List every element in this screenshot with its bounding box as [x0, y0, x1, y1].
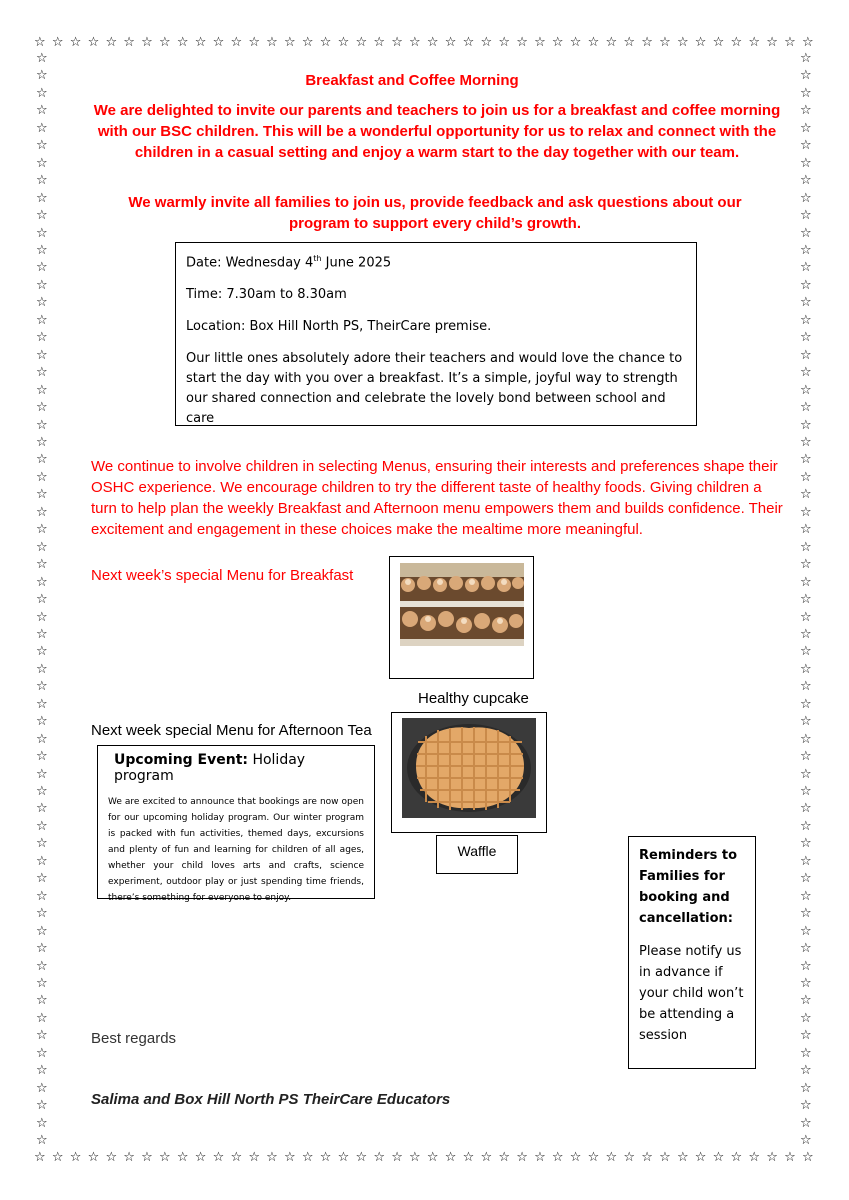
star-icon: ☆ — [800, 347, 812, 363]
star-icon: ☆ — [800, 469, 812, 485]
star-icon: ☆ — [748, 1150, 761, 1165]
invite-paragraph: We warmly invite all families to join us, provide feedback and ask questions about our program to support every child’s growth. — [128, 194, 742, 232]
star-icon: ☆ — [212, 1150, 225, 1165]
afternoon-menu-label: Next week special Menu for Afternoon Tea — [91, 722, 372, 739]
star-icon: ☆ — [800, 295, 812, 311]
star-icon: ☆ — [409, 35, 421, 50]
star-icon: ☆ — [800, 801, 812, 817]
star-icon: ☆ — [51, 35, 64, 50]
star-icon: ☆ — [800, 539, 812, 555]
star-icon: ☆ — [498, 35, 510, 50]
star-icon: ☆ — [800, 400, 812, 416]
upcoming-event-title: Upcoming Event: Holiday program — [114, 752, 306, 784]
page-title: Breakfast and Coffee Morning — [305, 72, 519, 89]
star-icon: ☆ — [36, 173, 48, 189]
star-icon: ☆ — [36, 766, 48, 782]
star-icon: ☆ — [36, 295, 48, 311]
star-icon: ☆ — [800, 103, 812, 119]
star-icon: ☆ — [605, 1150, 618, 1165]
star-icon: ☆ — [784, 35, 796, 50]
star-icon: ☆ — [800, 818, 812, 834]
star-icon: ☆ — [36, 714, 48, 730]
star-icon: ☆ — [800, 208, 812, 224]
star-icon: ☆ — [36, 661, 48, 677]
star-icon: ☆ — [800, 522, 812, 538]
star-icon: ☆ — [800, 993, 812, 1009]
star-icon: ☆ — [36, 993, 48, 1009]
star-icon: ☆ — [800, 1115, 812, 1131]
star-icon: ☆ — [800, 592, 812, 608]
star-icon: ☆ — [36, 574, 48, 590]
star-icon: ☆ — [391, 35, 403, 50]
star-icon: ☆ — [800, 434, 812, 450]
star-border-top — [34, 36, 814, 49]
star-icon: ☆ — [800, 941, 812, 957]
star-icon: ☆ — [800, 976, 812, 992]
star-icon: ☆ — [800, 644, 812, 660]
star-icon: ☆ — [36, 836, 48, 852]
star-icon: ☆ — [800, 382, 812, 398]
star-icon: ☆ — [587, 1150, 600, 1165]
star-icon: ☆ — [409, 1150, 421, 1165]
star-icon: ☆ — [36, 522, 48, 538]
star-icon: ☆ — [36, 208, 48, 224]
star-icon: ☆ — [176, 1150, 189, 1165]
star-icon: ☆ — [284, 35, 296, 50]
star-icon: ☆ — [800, 173, 812, 189]
breakfast-menu-label: Next week’s special Menu for Breakfast — [91, 567, 354, 584]
star-icon: ☆ — [36, 976, 48, 992]
star-icon: ☆ — [659, 1150, 671, 1165]
star-icon: ☆ — [319, 35, 332, 50]
star-icon: ☆ — [801, 35, 814, 50]
star-icon: ☆ — [34, 1150, 46, 1165]
star-icon: ☆ — [36, 888, 48, 904]
star-icon: ☆ — [587, 35, 600, 50]
star-icon: ☆ — [36, 365, 48, 381]
star-icon: ☆ — [36, 679, 48, 695]
star-icon: ☆ — [659, 35, 671, 50]
star-icon: ☆ — [800, 784, 812, 800]
star-icon: ☆ — [800, 557, 812, 573]
star-icon: ☆ — [87, 35, 100, 50]
star-icon: ☆ — [551, 1150, 564, 1165]
star-icon: ☆ — [36, 487, 48, 503]
star-icon: ☆ — [480, 1150, 493, 1165]
star-icon: ☆ — [36, 1010, 48, 1026]
star-icon: ☆ — [551, 35, 564, 50]
star-icon: ☆ — [462, 1150, 475, 1165]
star-icon: ☆ — [800, 766, 812, 782]
star-border-left — [36, 52, 48, 1148]
star-icon: ☆ — [641, 1150, 653, 1165]
star-icon: ☆ — [800, 749, 812, 765]
star-icon: ☆ — [800, 1133, 812, 1149]
star-icon: ☆ — [623, 35, 636, 50]
star-icon: ☆ — [800, 871, 812, 887]
star-icon: ☆ — [800, 714, 812, 730]
star-icon: ☆ — [800, 1045, 812, 1061]
waffle-caption: Waffle — [436, 835, 518, 874]
star-icon: ☆ — [105, 35, 118, 50]
star-icon: ☆ — [105, 1150, 118, 1165]
star-icon: ☆ — [36, 958, 48, 974]
star-icon: ☆ — [800, 138, 812, 154]
cupcake-image-frame — [389, 556, 534, 679]
star-icon: ☆ — [800, 417, 812, 433]
star-icon: ☆ — [534, 1150, 546, 1165]
star-icon: ☆ — [694, 1150, 707, 1165]
star-icon: ☆ — [391, 1150, 403, 1165]
star-icon: ☆ — [800, 1063, 812, 1079]
star-icon: ☆ — [36, 784, 48, 800]
star-icon: ☆ — [800, 661, 812, 677]
event-location: Location: Box Hill North PS, TheirCare premise. — [186, 319, 492, 335]
star-icon: ☆ — [159, 35, 171, 50]
star-icon: ☆ — [766, 1150, 778, 1165]
cupcake-caption: Healthy cupcake — [418, 690, 529, 707]
star-icon: ☆ — [36, 155, 48, 171]
star-icon: ☆ — [36, 347, 48, 363]
star-icon: ☆ — [230, 35, 243, 50]
star-icon: ☆ — [248, 1150, 260, 1165]
star-icon: ☆ — [800, 731, 812, 747]
star-icon: ☆ — [36, 644, 48, 660]
star-icon: ☆ — [141, 35, 153, 50]
star-icon: ☆ — [319, 1150, 332, 1165]
star-icon: ☆ — [36, 51, 48, 66]
star-icon: ☆ — [36, 539, 48, 555]
star-icon: ☆ — [36, 469, 48, 485]
star-icon: ☆ — [36, 1063, 48, 1079]
star-icon: ☆ — [800, 312, 812, 328]
star-icon: ☆ — [36, 557, 48, 573]
star-icon: ☆ — [337, 35, 350, 50]
star-icon: ☆ — [462, 35, 475, 50]
star-icon: ☆ — [748, 35, 761, 50]
star-icon: ☆ — [36, 504, 48, 520]
star-icon: ☆ — [355, 35, 368, 50]
star-icon: ☆ — [800, 609, 812, 625]
star-icon: ☆ — [694, 35, 707, 50]
star-icon: ☆ — [569, 35, 582, 50]
star-icon: ☆ — [266, 1150, 278, 1165]
star-icon: ☆ — [444, 35, 457, 50]
star-icon: ☆ — [36, 696, 48, 712]
star-icon: ☆ — [36, 1080, 48, 1096]
event-date: Date: Wednesday 4th June 2025 — [186, 254, 392, 271]
star-icon: ☆ — [800, 906, 812, 922]
star-icon: ☆ — [426, 35, 439, 50]
intro-paragraph: We are delighted to invite our parents and teachers to join us for a breakfast and coffee morning with our BSC children. This will be a wonderful opportunity for us to relax and connect with the children in a casual setting and enjoy a warm start to the day together with our team. — [93, 102, 781, 161]
star-icon: ☆ — [36, 731, 48, 747]
star-icon: ☆ — [516, 35, 528, 50]
menus-paragraph: We continue to involve children in selecting Menus, ensuring their interests and preferences shape their OSHC experience. We encourage children to try the different taste of healthy foods. Giving children a turn to help plan the weekly Breakfast and Afternoon menu empowers them and builds confidence. Their excitement and engagement in these choices make the mealtime more meaningful. — [91, 458, 783, 538]
star-icon: ☆ — [36, 190, 48, 206]
star-icon: ☆ — [800, 888, 812, 904]
star-icon: ☆ — [800, 1098, 812, 1114]
star-icon: ☆ — [800, 330, 812, 346]
event-description: Our little ones absolutely adore their teachers and would love the chance to start the day with you over a breakfast. It’s a simple, joyful way to strength our shared connection and celebrate the lovely bond between school and care — [186, 351, 683, 427]
star-icon: ☆ — [800, 504, 812, 520]
star-icon: ☆ — [36, 609, 48, 625]
signoff: Salima and Box Hill North PS TheirCare Educators — [91, 1091, 451, 1108]
star-icon: ☆ — [301, 35, 314, 50]
star-icon: ☆ — [426, 1150, 439, 1165]
star-icon: ☆ — [800, 679, 812, 695]
star-icon: ☆ — [176, 35, 189, 50]
star-border-bottom — [34, 1151, 814, 1164]
star-icon: ☆ — [676, 1150, 689, 1165]
star-icon: ☆ — [194, 35, 207, 50]
star-icon: ☆ — [784, 1150, 796, 1165]
star-icon: ☆ — [801, 1150, 814, 1165]
star-icon: ☆ — [800, 958, 812, 974]
star-icon: ☆ — [730, 35, 743, 50]
star-icon: ☆ — [712, 1150, 725, 1165]
star-icon: ☆ — [36, 417, 48, 433]
star-icon: ☆ — [36, 330, 48, 346]
star-icon: ☆ — [87, 1150, 100, 1165]
star-icon: ☆ — [800, 452, 812, 468]
star-icon: ☆ — [36, 818, 48, 834]
star-icon: ☆ — [516, 1150, 528, 1165]
star-icon: ☆ — [623, 1150, 636, 1165]
star-icon: ☆ — [69, 1150, 82, 1165]
reminder-title: Reminders to Families for booking and cancellation: — [639, 848, 738, 926]
star-icon: ☆ — [800, 242, 812, 258]
star-icon: ☆ — [36, 906, 48, 922]
star-icon: ☆ — [159, 1150, 171, 1165]
star-icon: ☆ — [69, 35, 82, 50]
star-icon: ☆ — [730, 1150, 743, 1165]
star-icon: ☆ — [36, 592, 48, 608]
star-icon: ☆ — [51, 1150, 64, 1165]
reminder-box — [628, 836, 756, 1069]
star-icon: ☆ — [36, 382, 48, 398]
star-icon: ☆ — [800, 120, 812, 136]
star-icon: ☆ — [36, 138, 48, 154]
star-icon: ☆ — [123, 35, 135, 50]
star-icon: ☆ — [266, 35, 278, 50]
star-icon: ☆ — [36, 1133, 48, 1149]
star-icon: ☆ — [373, 35, 385, 50]
star-icon: ☆ — [36, 1098, 48, 1114]
star-icon: ☆ — [36, 68, 48, 84]
star-icon: ☆ — [800, 68, 812, 84]
star-icon: ☆ — [36, 452, 48, 468]
cupcake-image — [400, 563, 524, 646]
star-icon: ☆ — [36, 312, 48, 328]
star-icon: ☆ — [676, 35, 689, 50]
star-icon: ☆ — [800, 1080, 812, 1096]
waffle-image-frame — [391, 712, 547, 833]
star-icon: ☆ — [800, 626, 812, 642]
star-icon: ☆ — [800, 365, 812, 381]
star-icon: ☆ — [36, 1045, 48, 1061]
star-icon: ☆ — [284, 1150, 296, 1165]
star-icon: ☆ — [800, 190, 812, 206]
star-icon: ☆ — [800, 85, 812, 101]
event-details-box — [175, 242, 697, 426]
star-icon: ☆ — [36, 871, 48, 887]
star-icon: ☆ — [36, 1115, 48, 1131]
star-icon: ☆ — [36, 120, 48, 136]
star-icon: ☆ — [800, 260, 812, 276]
star-icon: ☆ — [605, 35, 618, 50]
star-icon: ☆ — [800, 696, 812, 712]
star-icon: ☆ — [712, 35, 725, 50]
upcoming-event-body: We are excited to announce that bookings are now open for our upcoming holiday program. Our winter program is packed with fun activities, themed days, excursions and plenty of fun and learning for children of all ages, whether your child loves arts and crafts, science experiment, outdoor play or just spending time friends, there’s something for everyone to enjoy. — [108, 797, 364, 903]
star-icon: ☆ — [36, 260, 48, 276]
star-icon: ☆ — [498, 1150, 510, 1165]
star-border-right — [800, 52, 812, 1148]
star-icon: ☆ — [36, 277, 48, 293]
star-icon: ☆ — [36, 434, 48, 450]
star-icon: ☆ — [123, 1150, 135, 1165]
reminder-body: Please notify us in advance if your child won’t be attending a session — [639, 944, 744, 1043]
star-icon: ☆ — [373, 1150, 385, 1165]
star-icon: ☆ — [534, 35, 546, 50]
star-icon: ☆ — [141, 1150, 153, 1165]
star-icon: ☆ — [34, 35, 46, 50]
star-icon: ☆ — [36, 242, 48, 258]
star-icon: ☆ — [36, 853, 48, 869]
star-icon: ☆ — [800, 574, 812, 590]
star-icon: ☆ — [36, 941, 48, 957]
star-icon: ☆ — [800, 1010, 812, 1026]
star-icon: ☆ — [766, 35, 778, 50]
star-icon: ☆ — [641, 35, 653, 50]
star-icon: ☆ — [800, 1028, 812, 1044]
star-icon: ☆ — [800, 277, 812, 293]
star-icon: ☆ — [248, 35, 260, 50]
star-icon: ☆ — [212, 35, 225, 50]
star-icon: ☆ — [569, 1150, 582, 1165]
waffle-image — [402, 718, 536, 818]
star-icon: ☆ — [36, 1028, 48, 1044]
star-icon: ☆ — [301, 1150, 314, 1165]
star-icon: ☆ — [800, 853, 812, 869]
star-icon: ☆ — [36, 749, 48, 765]
star-icon: ☆ — [36, 626, 48, 642]
star-icon: ☆ — [480, 35, 493, 50]
star-icon: ☆ — [337, 1150, 350, 1165]
star-icon: ☆ — [800, 923, 812, 939]
star-icon: ☆ — [800, 487, 812, 503]
star-icon: ☆ — [444, 1150, 457, 1165]
star-icon: ☆ — [36, 923, 48, 939]
star-icon: ☆ — [800, 836, 812, 852]
star-icon: ☆ — [800, 51, 812, 66]
best-regards: Best regards — [91, 1030, 177, 1047]
upcoming-event-box — [97, 745, 375, 903]
star-icon: ☆ — [800, 155, 812, 171]
star-icon: ☆ — [36, 225, 48, 241]
star-icon: ☆ — [36, 801, 48, 817]
star-icon: ☆ — [36, 85, 48, 101]
event-time: Time: 7.30am to 8.30am — [186, 287, 347, 303]
star-icon: ☆ — [194, 1150, 207, 1165]
star-icon: ☆ — [230, 1150, 243, 1165]
star-icon: ☆ — [36, 400, 48, 416]
star-icon: ☆ — [800, 225, 812, 241]
star-icon: ☆ — [36, 103, 48, 119]
star-icon: ☆ — [355, 1150, 368, 1165]
